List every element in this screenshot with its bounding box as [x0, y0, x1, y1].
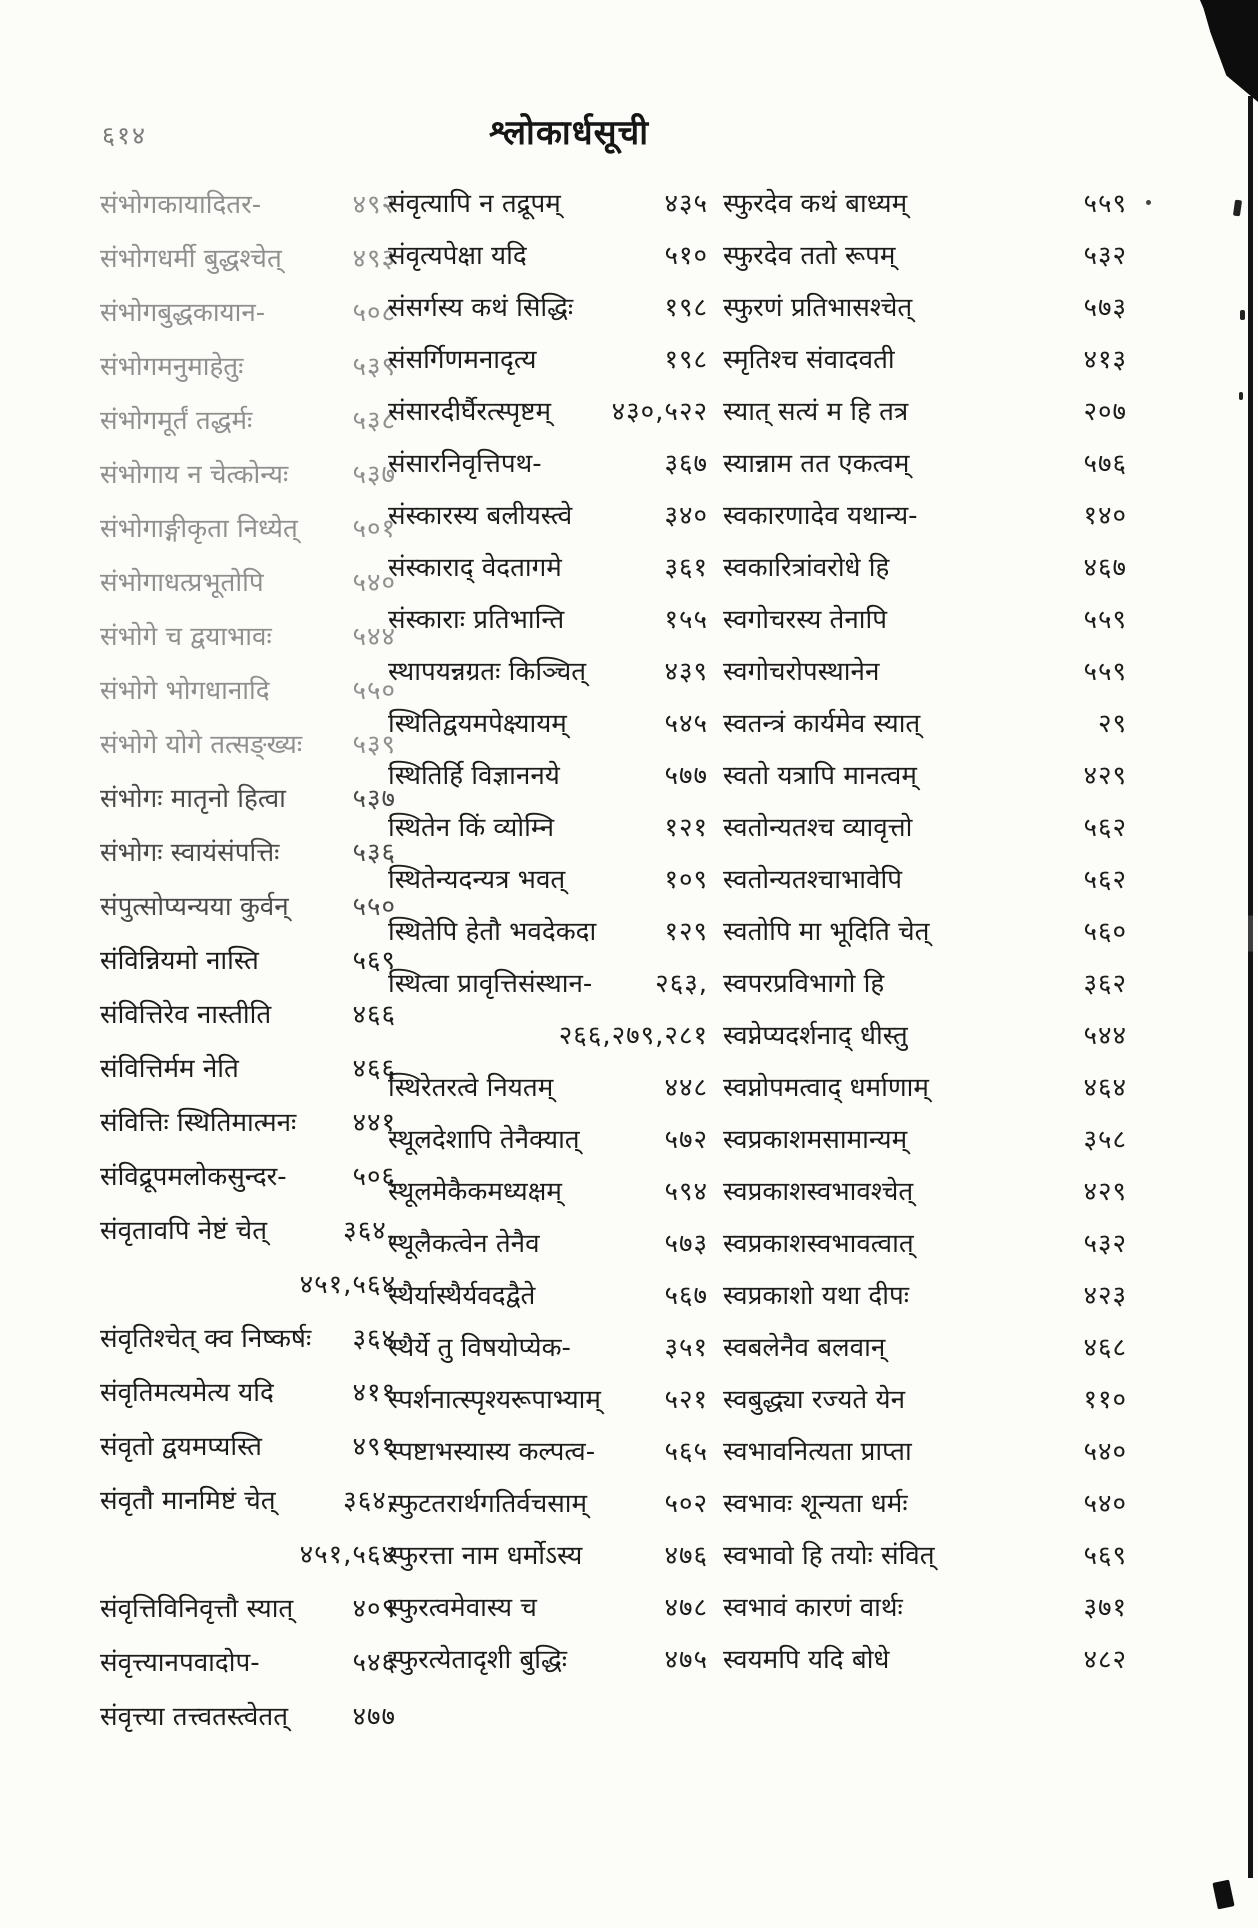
entry-text: संभोगधर्मी बुद्धश्चेत्: [100, 244, 282, 274]
entry-page: ३६१: [664, 553, 708, 583]
entry-page: १५५: [664, 605, 708, 635]
entry-page: ५४०: [1083, 1489, 1127, 1519]
entry-page: ५५९: [1083, 189, 1127, 219]
entry-text: स्वप्रकाशो यथा दीपः: [723, 1281, 909, 1311]
index-entry: [723, 540, 1127, 592]
index-column-3: [723, 176, 1127, 1684]
entry-page: ५४६: [352, 1648, 396, 1678]
entry-text: स्फुरणं प्रतिभासश्चेत्: [723, 293, 913, 323]
index-entry: [100, 1040, 396, 1094]
entry-text: स्वकारणादेव यथान्य-: [723, 501, 918, 531]
index-entry: [723, 1632, 1127, 1684]
entry-page: २९: [1097, 709, 1127, 739]
entry-text: संभोगे योगे तत्सङ्ख्यः: [100, 730, 303, 760]
entry-page: ५०६: [352, 1162, 396, 1192]
entry-text: संस्काराः प्रतिभान्ति: [388, 605, 565, 635]
entry-text: संभोगाङ्गीकृता निध्येत्: [100, 514, 298, 544]
scan-artifact-speck: [1212, 1880, 1234, 1910]
entry-page: ५७३: [1083, 293, 1127, 323]
entry-text: संस्काराद् वेदतागमे: [388, 553, 562, 583]
entry-page: ५०८: [352, 298, 396, 328]
entry-page: ४९२: [352, 190, 396, 220]
entry-page: ५३९: [352, 730, 396, 760]
entry-text: स्फुरत्येतादृशी बुद्धिः: [388, 1645, 568, 1675]
index-entry: [388, 696, 708, 748]
index-entry: [100, 176, 396, 230]
index-entry: [388, 748, 708, 800]
index-entry: [723, 384, 1127, 436]
index-entry: [388, 280, 708, 332]
scan-artifact-edge-line: [1248, 96, 1253, 1878]
index-entry: [388, 1112, 708, 1164]
index-column-2: [388, 176, 708, 1684]
index-entry: [723, 1112, 1127, 1164]
entry-text: स्वतोन्यतश्च व्यावृत्तो: [723, 813, 913, 843]
entry-text: स्थापयन्नग्रतः किञ्चित्: [388, 657, 587, 687]
entry-page: ३४०: [664, 501, 708, 531]
entry-text: स्थैर्यास्थैर्यवदद्वैते: [388, 1281, 536, 1311]
entry-text: स्फुरदेव कथं बाध्यम्: [723, 189, 908, 219]
entry-text: संवित्तिर्मम नेति: [100, 1054, 239, 1084]
index-entry: [100, 986, 396, 1040]
entry-text: स्वभावो हि तयोः संवित्: [723, 1541, 935, 1571]
entry-text: संस्कारस्य बलीयस्त्वे: [388, 501, 573, 531]
index-entry: [723, 1476, 1127, 1528]
entry-page: ५५०: [352, 892, 396, 922]
entry-text: स्वप्रकाशस्वभावश्चेत्: [723, 1177, 914, 1207]
index-entry: [723, 696, 1127, 748]
entry-text: स्वप्नोपमत्वाद् धर्माणाम्: [723, 1073, 929, 1103]
entry-text: संवित्तिः स्थितिमात्मनः: [100, 1108, 297, 1138]
entry-page: १२९: [664, 917, 708, 947]
index-entry: [388, 1216, 708, 1268]
index-entry: [388, 228, 708, 280]
entry-page: ५०१: [352, 514, 396, 544]
entry-page: ५२१: [664, 1385, 708, 1415]
index-entry: [723, 1528, 1127, 1580]
entry-page: ५६५: [664, 1437, 708, 1467]
index-entry: [100, 554, 396, 608]
entry-text: संवृतिश्चेत् क्व निष्कर्षः: [100, 1324, 312, 1354]
index-column-1: [100, 176, 396, 1742]
entry-text: स्वबलेनैव बलवान्: [723, 1333, 886, 1363]
entry-page: ५३६: [352, 838, 396, 868]
entry-page: ५४४: [1083, 1021, 1127, 1051]
entry-page: ४६४: [1083, 1073, 1127, 1103]
index-entry: [100, 500, 396, 554]
entry-text: संभोगाधत्प्रभूतोपि: [100, 568, 264, 598]
entry-text: संसारनिवृत्तिपथ-: [388, 449, 542, 479]
entry-page: ४३९: [664, 657, 708, 687]
entry-page: ११०: [1083, 1385, 1127, 1415]
entry-text: स्थितेन किं व्योम्नि: [388, 813, 555, 843]
entry-text: संवृतौ मानमिष्टं चेत्: [100, 1486, 276, 1516]
entry-text: स्वकारित्रांवरोधे हि: [723, 553, 890, 583]
entry-text: संवृत्त्यानपवादोप-: [100, 1648, 260, 1678]
scan-artifact-corner: [1170, 0, 1258, 102]
entry-text: स्थितिद्वयमपेक्ष्यायम्: [388, 709, 567, 739]
entry-page: ४२३: [1083, 1281, 1127, 1311]
scan-artifact-speck: [1240, 310, 1245, 320]
entry-page: ४२९: [1083, 761, 1127, 791]
entry-page: ५५०: [352, 676, 396, 706]
index-entry: [100, 284, 396, 338]
entry-text: संविन्नियमो नास्ति: [100, 946, 259, 976]
entry-page: ५६०: [1083, 917, 1127, 947]
index-entry: [723, 852, 1127, 904]
entry-text: संभोगे भोगधानादि: [100, 676, 270, 706]
entry-page: ४१३: [1083, 345, 1127, 375]
index-entry: [723, 1580, 1127, 1632]
index-entry: [100, 716, 396, 770]
entry-page: ५९४: [664, 1177, 708, 1207]
entry-page: ५०२: [664, 1489, 708, 1519]
entry-text: स्वतोन्यतश्चाभावेपि: [723, 865, 902, 895]
index-entry: [100, 932, 396, 986]
entry-text: संभोगकायादितर-: [100, 190, 262, 220]
entry-page: ५४५: [664, 709, 708, 739]
entry-page: १९८: [664, 345, 708, 375]
index-entry: [100, 1256, 396, 1310]
index-entry: [100, 230, 396, 284]
entry-page: ४६६: [352, 1054, 396, 1084]
entry-text: स्थिरेतरत्वे नियतम्: [388, 1073, 554, 1103]
index-entry: [100, 608, 396, 662]
entry-page: ५६९: [1083, 1541, 1127, 1571]
entry-text: स्थैर्ये तु विषयोप्येक-: [388, 1333, 571, 1363]
entry-page: ३५१: [664, 1333, 708, 1363]
entry-text: स्थितेन्यदन्यत्र भवत्: [388, 865, 566, 895]
entry-text: संभोगाय न चेत्कोन्यः: [100, 460, 289, 490]
index-entry: [100, 1688, 396, 1742]
page-number: ६१४: [102, 121, 148, 150]
entry-text: स्वबुद्ध्या रज्यते येन: [723, 1385, 905, 1415]
entry-page: २०७: [1083, 397, 1127, 427]
entry-text: संवृतिमत्यमेत्य यदि: [100, 1378, 274, 1408]
index-entry: [100, 1580, 396, 1634]
index-entry: [723, 1372, 1127, 1424]
entry-text: स्यात् सत्यं म हि तत्र: [723, 397, 909, 427]
entry-text: संवृत्तिविनिवृत्तौ स्यात्: [100, 1594, 294, 1624]
entry-text: स्यान्नाम तत एकत्वम्: [723, 449, 910, 479]
entry-text: संभोगे च द्वयाभावः: [100, 622, 272, 652]
entry-page: ४६७: [1083, 553, 1127, 583]
index-entry: [100, 878, 396, 932]
entry-page: ५३७: [352, 784, 396, 814]
index-entry: [723, 436, 1127, 488]
index-entry: [723, 904, 1127, 956]
entry-page: ४२९: [1083, 1177, 1127, 1207]
entry-text: संवृतो द्वयमप्यस्ति: [100, 1432, 263, 1462]
entry-page: ५७७: [664, 761, 708, 791]
index-entry: [100, 662, 396, 716]
index-entry: [100, 1364, 396, 1418]
entry-page: १०९: [664, 865, 708, 895]
index-entry: [100, 1526, 396, 1580]
index-entry: [723, 1424, 1127, 1476]
entry-page: ५६२: [1083, 813, 1127, 843]
index-entry: [388, 1372, 708, 1424]
entry-text: स्मृतिश्च संवादवती: [723, 345, 895, 375]
entry-text: स्वगोचरोपस्थानेन: [723, 657, 880, 687]
entry-page: ४७८: [664, 1593, 708, 1623]
entry-page: ४९३: [352, 244, 396, 274]
scan-artifact-speck: [1239, 392, 1243, 400]
entry-page: ५१०: [664, 241, 708, 271]
entry-text: संवित्तिरेव नास्तीति: [100, 1000, 272, 1030]
index-entry: [388, 176, 708, 228]
index-entry: [723, 1320, 1127, 1372]
entry-page: ५३७: [352, 460, 396, 490]
entry-page: ५४४: [352, 622, 396, 652]
entry-text: स्वतोपि मा भूदिति चेत्: [723, 917, 930, 947]
entry-page: ४६८: [1083, 1333, 1127, 1363]
entry-text: संभोगः स्वायंसंपत्तिः: [100, 838, 280, 868]
index-entry: [100, 1418, 396, 1472]
index-entry: [388, 1424, 708, 1476]
entry-text: संभोगमूर्तं तद्धर्मः: [100, 406, 253, 436]
index-entry: [723, 332, 1127, 384]
index-entry: [388, 592, 708, 644]
index-entry: [388, 1268, 708, 1320]
entry-page: ४४१: [352, 1108, 396, 1138]
index-entry: [388, 1528, 708, 1580]
index-entry: [388, 956, 708, 1008]
entry-page: ४३०,५२२: [611, 397, 708, 427]
entry-text: स्वयमपि यदि बोधे: [723, 1645, 890, 1675]
index-entry: [388, 1580, 708, 1632]
entry-page: ५५९: [1083, 657, 1127, 687]
index-entry: [100, 1634, 396, 1688]
entry-text: स्वभावनित्यता प्राप्ता: [723, 1437, 912, 1467]
entry-page: ५७३: [664, 1229, 708, 1259]
index-entry: [388, 1164, 708, 1216]
index-entry: [723, 644, 1127, 696]
entry-page: ५४०: [352, 568, 396, 598]
entry-text: स्वप्नेप्यदर्शनाद् धीस्तु: [723, 1021, 908, 1051]
entry-text: स्फुटतरार्थगतिर्वचसाम्: [388, 1489, 588, 1519]
entry-page: ५३२: [1083, 1229, 1127, 1259]
entry-page: ३६४: [352, 1324, 396, 1354]
index-entry: [388, 1320, 708, 1372]
index-entry: [388, 436, 708, 488]
entry-page: ४३५: [664, 189, 708, 219]
entry-page: ५७२: [664, 1125, 708, 1155]
entry-page: ४७७: [352, 1702, 396, 1732]
entry-text: स्पष्टाभस्यास्य कल्पत्व-: [388, 1437, 596, 1467]
index-entry: [100, 824, 396, 878]
index-entry: [723, 748, 1127, 800]
index-entry: [100, 446, 396, 500]
index-entry: [723, 176, 1127, 228]
index-entry: [100, 770, 396, 824]
entry-page: ४५१,५६४: [299, 1270, 396, 1300]
entry-text: स्वप्रकाशस्वभावत्वात्: [723, 1229, 914, 1259]
index-entry: [723, 1268, 1127, 1320]
entry-page: ४७६: [664, 1541, 708, 1571]
index-entry: [100, 1094, 396, 1148]
entry-text: स्थूलमेकैकमध्यक्षम्: [388, 1177, 562, 1207]
index-entry: [723, 1060, 1127, 1112]
entry-page: ५६७: [664, 1281, 708, 1311]
entry-text: संसर्गिणमनादृत्य: [388, 345, 537, 375]
entry-page: ३६२: [1083, 969, 1127, 999]
index-entry: [388, 852, 708, 904]
entry-text: स्वप्रकाशमसामान्यम्: [723, 1125, 908, 1155]
entry-text: स्फुरत्वमेवास्य च: [388, 1593, 537, 1623]
entry-page: ३५८: [1083, 1125, 1127, 1155]
entry-page: २६६,२७९,२८१: [558, 1021, 708, 1051]
entry-page: ३६४,: [343, 1486, 396, 1516]
page-title: श्लोकार्धसूची: [488, 113, 650, 153]
entry-text: संसारदीर्घैरत्स्पृष्टम्: [388, 397, 551, 427]
entry-text: संवृत्यपेक्षा यदि: [388, 241, 527, 271]
index-entry: [723, 1216, 1127, 1268]
index-entry: [723, 1164, 1127, 1216]
entry-page: ३६४,: [343, 1216, 396, 1246]
entry-text: संवृत्यापि न तद्रूपम्: [388, 189, 561, 219]
entry-page: ४८२: [1083, 1645, 1127, 1675]
index-entry: [388, 332, 708, 384]
entry-page: ४४८: [664, 1073, 708, 1103]
scan-artifact-speck: [1233, 200, 1242, 217]
entry-page: ५३२: [1083, 241, 1127, 271]
index-entry: [723, 488, 1127, 540]
entry-text: स्वभावं कारणं वार्थः: [723, 1593, 903, 1623]
entry-text: स्फुरत्ता नाम धर्मोऽस्य: [388, 1541, 583, 1571]
index-entry: [100, 338, 396, 392]
index-entry: [100, 1310, 396, 1364]
entry-text: संसर्गस्य कथं सिद्धिः: [388, 293, 574, 323]
entry-page: ५७६: [1083, 449, 1127, 479]
entry-page: ५४०: [1083, 1437, 1127, 1467]
entry-text: स्थितेपि हेतौ भवदेकदा: [388, 917, 597, 947]
index-entry: [723, 800, 1127, 852]
index-entry: [723, 592, 1127, 644]
entry-text: संभोगमनुमाहेतुः: [100, 352, 244, 382]
index-entry: [388, 904, 708, 956]
index-entry: [723, 956, 1127, 1008]
entry-text: संवृतावपि नेष्टं चेत्: [100, 1216, 268, 1246]
entry-text: स्वतो यत्रापि मानत्वम्: [723, 761, 917, 791]
entry-page: ४५१,५६४: [299, 1540, 396, 1570]
entry-page: ५६९: [352, 946, 396, 976]
entry-text: संभोगः मातृनो हित्वा: [100, 784, 286, 814]
entry-page: ५५९: [1083, 605, 1127, 635]
entry-page: १२१: [664, 813, 708, 843]
index-entry: [723, 280, 1127, 332]
entry-page: ५३८: [352, 406, 396, 436]
entry-page: ५६२: [1083, 865, 1127, 895]
entry-text: स्फुरदेव ततो रूपम्: [723, 241, 896, 271]
entry-page: ५३९: [352, 352, 396, 382]
entry-text: संविद्रूपमलोकसुन्दर-: [100, 1162, 287, 1192]
index-entry: [388, 1476, 708, 1528]
entry-page: ३७१: [1083, 1593, 1127, 1623]
index-entry: [388, 644, 708, 696]
entry-text: स्थूलैकत्वेन तेनैव: [388, 1229, 540, 1259]
scan-artifact-speck: [1146, 200, 1151, 205]
entry-page: ३६७: [664, 449, 708, 479]
entry-text: स्वतन्त्रं कार्यमेव स्यात्: [723, 709, 921, 739]
entry-page: १४०: [1083, 501, 1127, 531]
entry-page: ४७५: [664, 1645, 708, 1675]
index-entry: [388, 1008, 708, 1060]
entry-text: स्थित्वा प्रावृत्तिसंस्थान-: [388, 969, 593, 999]
index-entry: [388, 1060, 708, 1112]
index-entry: [388, 384, 708, 436]
index-entry: [100, 1148, 396, 1202]
index-entry: [388, 1632, 708, 1684]
entry-page: १९८: [664, 293, 708, 323]
entry-text: संपुत्सोप्यन्यया कुर्वन्: [100, 892, 289, 922]
index-entry: [100, 392, 396, 446]
entry-page: ४६६: [352, 1000, 396, 1030]
index-entry: [723, 1008, 1127, 1060]
entry-text: स्वपरप्रविभागो हि: [723, 969, 885, 999]
index-entry: [723, 228, 1127, 280]
entry-text: संभोगबुद्धकायान-: [100, 298, 266, 328]
index-entry: [388, 488, 708, 540]
entry-text: स्वभावः शून्यता धर्मः: [723, 1489, 908, 1519]
entry-page: ४११: [352, 1378, 396, 1408]
entry-text: स्थूलदेशापि तेनैक्यात्: [388, 1125, 580, 1155]
index-entry: [100, 1202, 396, 1256]
entry-page: ४०९: [352, 1594, 396, 1624]
entry-page: २६३,: [655, 969, 708, 999]
index-entry: [100, 1472, 396, 1526]
entry-text: संवृत्त्या तत्त्वतस्त्वेतत्: [100, 1702, 289, 1732]
entry-text: स्थितिर्हि विज्ञाननये: [388, 761, 560, 791]
entry-text: स्पर्शनात्स्पृश्यरूपाभ्याम्: [388, 1385, 601, 1415]
index-entry: [388, 540, 708, 592]
entry-page: ४९१: [352, 1432, 396, 1462]
entry-text: स्वगोचरस्य तेनापि: [723, 605, 888, 635]
index-entry: [388, 800, 708, 852]
